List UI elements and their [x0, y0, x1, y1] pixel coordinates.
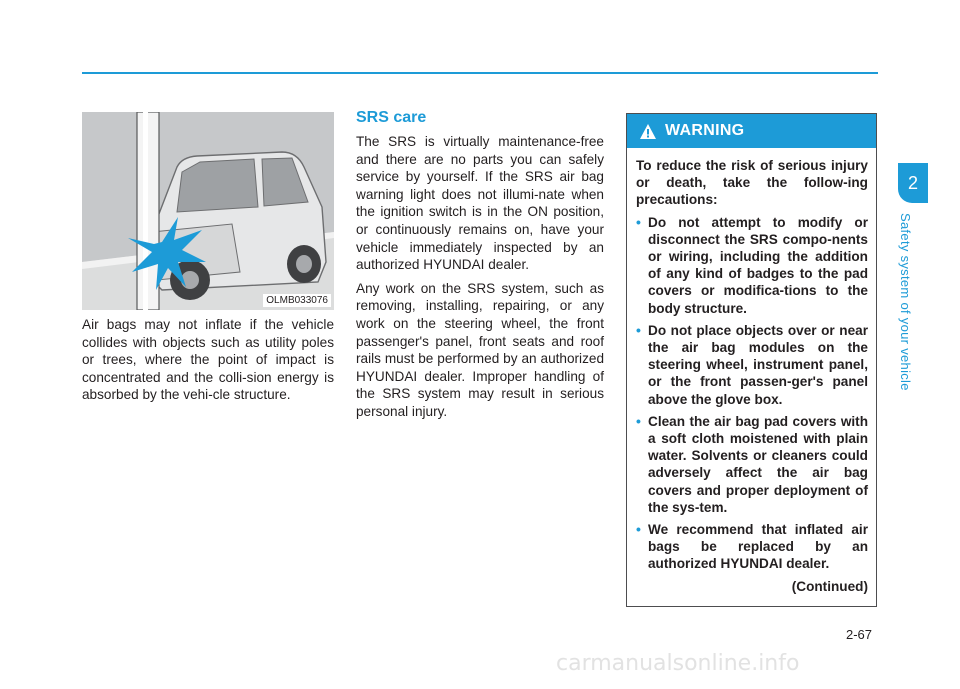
warning-item: • Clean the air bag pad covers with a soft cloth moistened with plain water. Solvents or cleaners could adversely affect the air bag covers and proper deployment of the sys-tem.	[636, 412, 868, 515]
warning-item: • Do not attempt to modify or disconnect the SRS compo-nents or wiring, including the addition of any kind of badges to the pad covers or modifica-tions to the body structure.	[636, 213, 868, 316]
warning-body	[627, 148, 876, 595]
section-title: SRS care	[356, 109, 427, 126]
warning-intro: To reduce the risk of serious injury or death, take the follow-ing precautions:	[636, 158, 868, 208]
warning-list	[636, 214, 868, 573]
srs-care-section	[356, 109, 604, 427]
warning-triangle-icon	[639, 123, 657, 140]
bullet-icon: •	[636, 521, 641, 538]
section-paragraph: Any work on the SRS system, such as removing, installing, repairing, or any work on the steering wheel, the front passenger's panel, front seats and roof rails must be performed by an authorized HYUNDAI dealer. Improper handling of the SRS system may result in serious personal injury.	[356, 280, 604, 419]
crash-illustration	[82, 112, 334, 310]
chapter-number: 2	[907, 172, 918, 193]
chapter-label: Safety system of your vehicle	[898, 213, 913, 391]
section-paragraph: The SRS is virtually maintenance-free and there are no parts you can safely service by yourself. If the SRS air bag warning light does not illumi-nate when the ignition switch is in the ON position, or continuously remains on, have your vehicle immediately inspected by an authorized HYUNDAI dealer.	[356, 134, 604, 273]
watermark: carmanualsonline.info	[556, 651, 800, 676]
warning-item: • We recommend that inflated air bags be replaced by an authorized HYUNDAI dealer.	[636, 521, 868, 572]
warning-title: WARNING	[665, 122, 745, 139]
figure-caption: Air bags may not inflate if the vehicle collides with objects such as utility poles or trees, where the point of impact is concentrated and the colli-sion energy is absorbed by the vehi-cle structure.	[82, 317, 334, 403]
bullet-icon: •	[636, 213, 641, 230]
figure-code: OLMB033076	[263, 294, 331, 307]
page-number: 2-67	[846, 627, 873, 642]
top-rule	[82, 72, 878, 74]
continued-label: (Continued)	[791, 578, 868, 594]
chapter-tab	[898, 163, 928, 203]
warning-item: • Do not place objects over or near the air bag modules on the steering wheel, instrument panel, or the front passen-ger's panel above the glove box.	[636, 321, 868, 407]
warning-header	[627, 114, 876, 148]
warning-box	[626, 113, 877, 607]
crash-drawing	[82, 112, 334, 310]
bullet-icon: •	[636, 412, 641, 429]
bullet-icon: •	[636, 321, 641, 338]
